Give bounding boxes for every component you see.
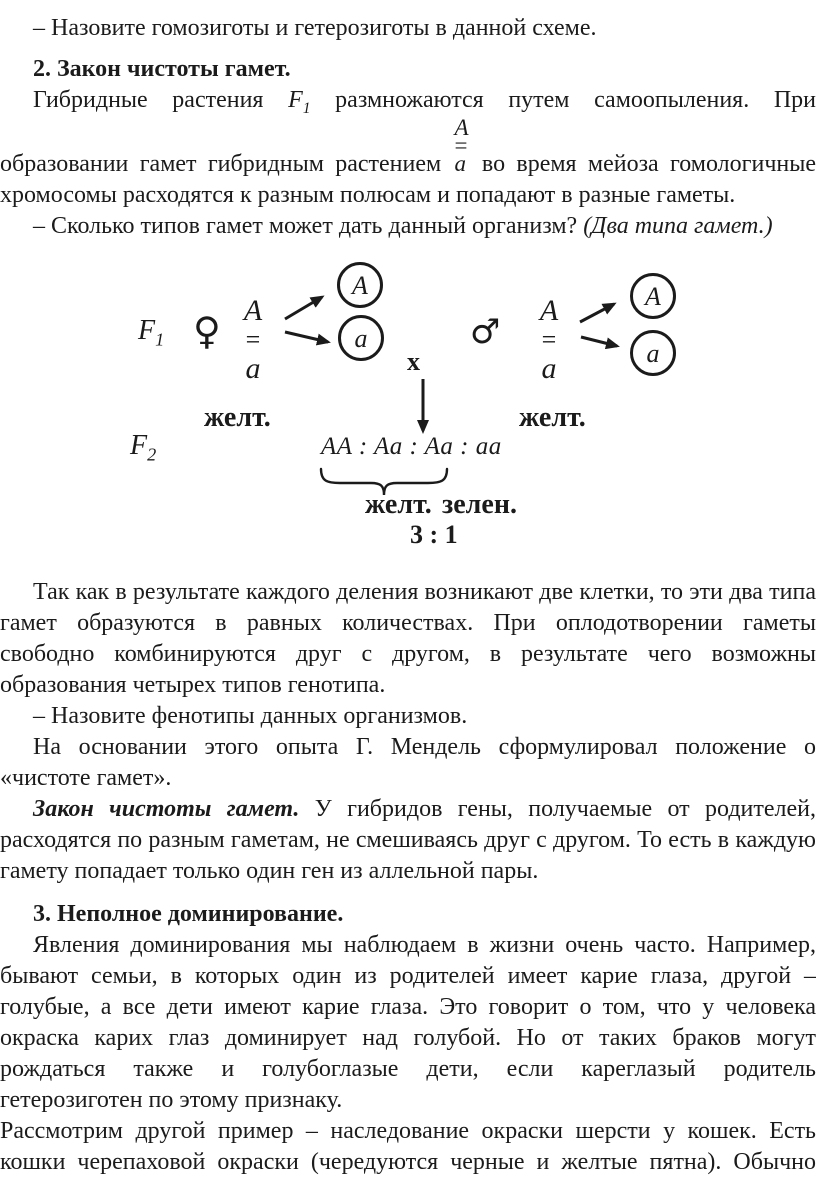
paragraph-dominance-line: голубые, а все дети имеют карие глаза. Это говорит о том, что у человека (0, 994, 816, 1020)
text-segment: образовании гамет гибридным растением (0, 151, 442, 177)
f2-generation-label (130, 430, 157, 465)
paragraph-result-line: гамет образуются в равных количествах. При оплодотворении гаметы (0, 610, 816, 636)
text-segment: размножаются путем самоопыления. При (335, 87, 816, 113)
paragraph-dominance-line: рождаться также и голубоглазые дети, если кареглазый родитель (0, 1056, 816, 1082)
f2-phenotype-yellow: желт. (365, 489, 432, 520)
paragraph-cats-line: кошки черепаховой окраски (чередуются черные и желтые пятна). Обычно (0, 1149, 816, 1175)
male-symbol-icon: ♂ (470, 312, 501, 352)
paragraph-hybrid-line-3: хромосомы расходятся к разным полюсам и попадают в разные гаметы. (0, 182, 736, 208)
gamete-circle-A-left (337, 262, 383, 308)
gamete-circle-A-right (630, 273, 676, 319)
gamete-circle-a-left (338, 315, 384, 361)
answer-italic: (Два типа гамет.) (583, 213, 773, 239)
gamete-letter: a (646, 338, 660, 368)
genotype-fraction (453, 115, 471, 176)
phenotype-left: желт. (204, 402, 271, 433)
phenotype-right: желт. (519, 402, 586, 433)
paragraph-law-line: расходятся по разным гаметам, не смешиваясь друг с другом. То есть в каждую (0, 827, 816, 853)
paragraph-law-line-1 (0, 794, 816, 825)
paragraph-dominance-line: Явления доминирования мы наблюдаем в жизни очень часто. Например, (33, 932, 816, 958)
paragraph-dominance-line: гетерозиготен по этому признаку. (0, 1087, 343, 1113)
f1-inline-subscript: 1 (302, 99, 311, 117)
gamete-letter: a (354, 323, 368, 353)
text-segment: – Сколько типов гамет может дать данный организм? (33, 213, 578, 239)
section-heading-3: 3. Неполное доминирование. (33, 901, 344, 927)
arrow-right-to-A (580, 304, 614, 322)
paragraph-hybrid-line-1 (0, 85, 816, 116)
allele-A: A (539, 294, 559, 327)
gamete-letter: A (352, 270, 368, 300)
f2-letter: F (130, 430, 148, 461)
f1-letter: F (138, 315, 156, 346)
f1-generation-label (138, 315, 165, 350)
paragraph-dominance-line: бывают семьи, в которых один из родителей имеет карие глаза, другой – (0, 963, 816, 989)
genetic-cross-diagram (0, 255, 816, 555)
gamete-letter: A (645, 281, 661, 311)
allele-a: a (541, 352, 557, 385)
arrow-right-to-a (581, 337, 617, 346)
question-phenotypes: – Назовите фенотипы данных организмов. (33, 703, 468, 729)
homolog-equals: = (245, 325, 261, 354)
f2-subscript: 2 (147, 444, 157, 465)
homolog-equals: = (541, 325, 557, 354)
paragraph-result-line: образования четырех типов генотипа. (0, 672, 386, 698)
paragraph-mendel-line: На основании этого опыта Г. Мендель сформулировал положение о (33, 734, 816, 760)
fraction-allele-top: A (454, 115, 469, 140)
law-title-lead: Закон чистоты гамет. (33, 796, 300, 822)
paragraph-result-line: свободно комбинируются друг с другом, в результате чего возможны (0, 641, 816, 667)
arrow-left-to-A (285, 297, 322, 319)
section-heading-2: 2. Закон чистоты гамет. (33, 56, 291, 82)
female-genotype-column (238, 296, 268, 383)
f2-genotype-ratio: AA : Aa : Aa : aa (321, 433, 502, 460)
fraction-allele-bottom: a (454, 151, 467, 176)
question-gamete-types (0, 211, 816, 242)
female-symbol-icon: ♀ (193, 309, 221, 353)
gamete-circle-a-right (630, 330, 676, 376)
text-segment: во время мейоза гомологичные (481, 151, 816, 177)
text-segment: У гибридов гены, получаемые от родителей, (314, 796, 816, 822)
f1-inline-letter: F (288, 87, 303, 113)
paragraph-result-line: Так как в результате каждого деления возникают две клетки, то эти два типа (33, 579, 816, 605)
text-segment: Гибридные растения (33, 87, 264, 113)
f2-phenotype-green: зелен. (442, 489, 517, 520)
male-genotype-column (534, 296, 564, 383)
paragraph-hybrid-line-2 (0, 116, 816, 180)
paragraph-law-line: гамету попадает только один ген из аллельной пары. (0, 858, 539, 884)
allele-A: A (243, 294, 263, 327)
question-homozygotes: – Назовите гомозиготы и гетерозиготы в данной схеме. (33, 15, 597, 41)
cross-sign: x (407, 347, 420, 376)
paragraph-dominance-line: окраска карих глаз доминирует над голубой. Но от таких браков могут (0, 1025, 816, 1051)
arrow-left-to-a (285, 332, 328, 342)
paragraph-mendel-line: «чистоте гамет». (0, 765, 172, 791)
fraction-equals: = (454, 133, 468, 158)
allele-a: a (245, 352, 261, 385)
f1-subscript: 1 (155, 329, 165, 350)
paragraph-cats-line: Рассмотрим другой пример – наследование окраски шерсти у кошек. Есть (0, 1118, 816, 1144)
f2-ratio: 3 : 1 (410, 520, 458, 549)
